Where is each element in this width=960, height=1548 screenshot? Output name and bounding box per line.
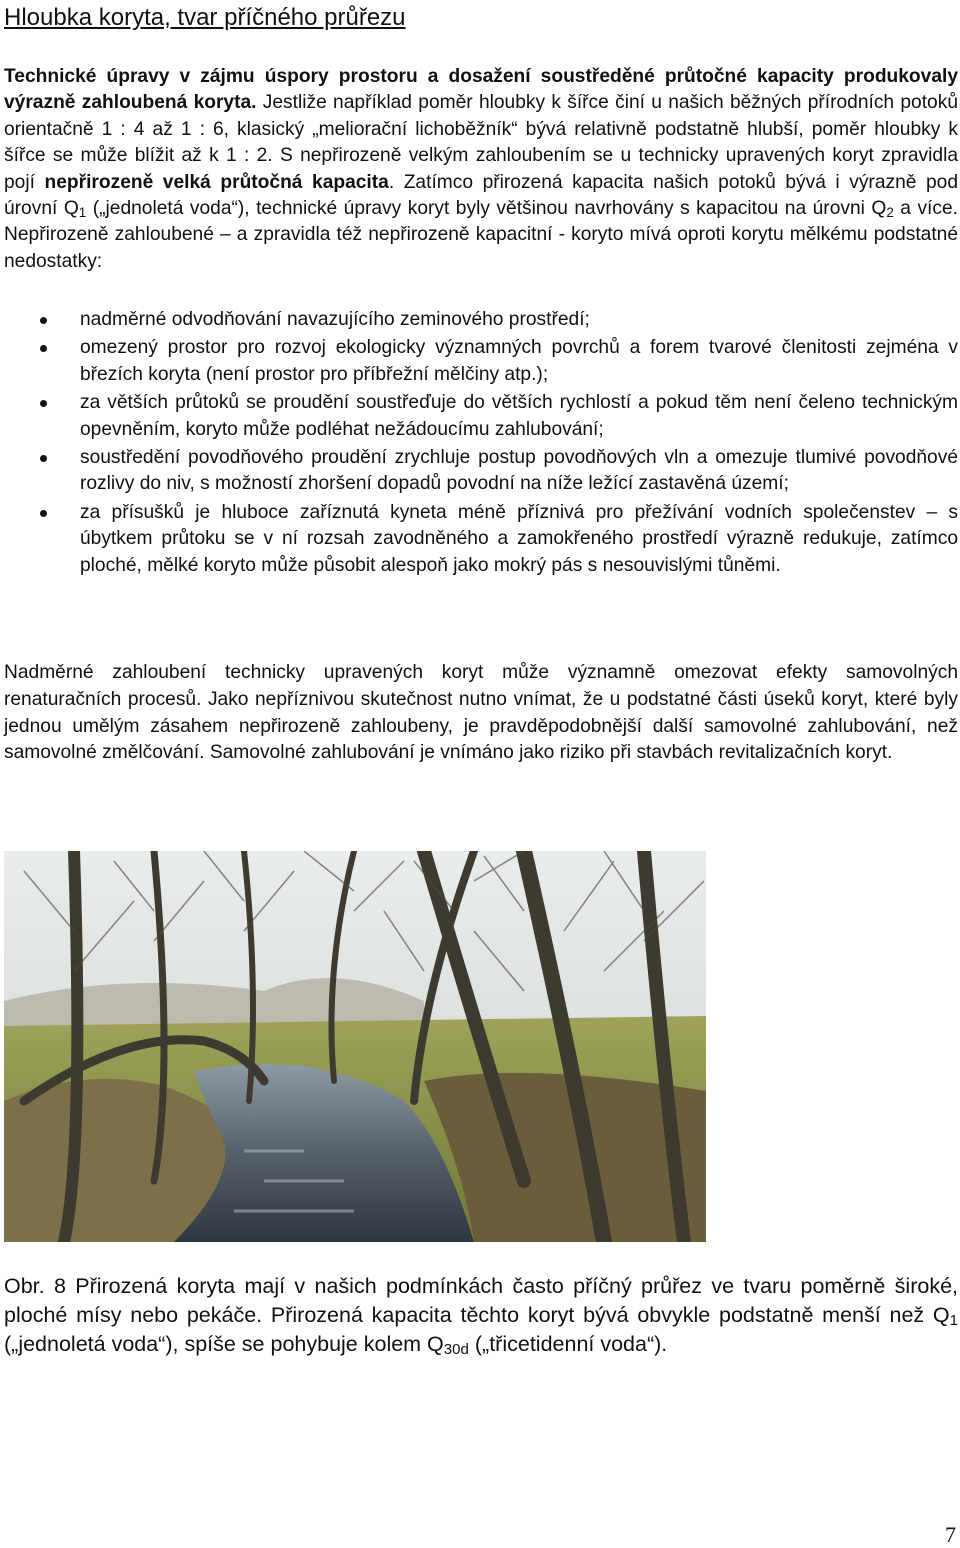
intro-bold: Technické úpravy v zájmu úspory prostoru a dosažení soustředěné průtočné kapacity produkovaly výrazně zahloubená koryta.	[4, 66, 958, 114]
caption-text-c: („třicetidenní voda“).	[468, 1332, 668, 1356]
intro-paragraph	[4, 64, 958, 275]
list-item: za přísušků je hluboce zaříznutá kyneta méně příznivá pro přežívání vodních společenstev – s úbytkem průtoku se v ní rozsah zavodněného a zamokřeného prostředí výrazně redukuje, zatímco ploché, mělké koryto může působit alespoň jako mokrý pás s nesouvislými tůněmi.	[4, 500, 958, 579]
bullet-icon	[40, 510, 47, 517]
list-item: soustředění povodňového proudění zrychluje postup povodňových vln a omezuje tlumivé povodňové rozlivy do niv, s možností zhoršení dopadů povodní na níže ležící zastavěná území;	[4, 445, 958, 498]
list-item: za větších průtoků se proudění soustřeďuje do větších rychlostí a pokud těm není čeleno technickým opevněním, koryto může podléhat nežádoucímu zahlubování;	[4, 390, 958, 443]
bullet-icon	[40, 345, 47, 352]
drawbacks-list	[4, 307, 958, 581]
bullet-icon	[40, 317, 47, 324]
page-title: Hloubka koryta, tvar příčného průřezu	[4, 4, 406, 31]
bullet-icon	[40, 400, 47, 407]
intro-text-b: . Zatímco přirozená kapacita našich potoků bývá i výrazně pod úrovní Q	[4, 171, 958, 220]
intro-text-d: a více. Nepřirozeně zahloubené – a zpravidla též nepřirozeně kapacitní - koryto mívá oproti korytu mělkému podstatné nedostatky:	[4, 198, 958, 272]
list-item: nadměrné odvodňování navazujícího zeminového prostředí;	[4, 307, 958, 333]
caption-sub-2: 30d	[443, 1341, 469, 1358]
list-item: omezený prostor pro rozvoj ekologicky významných povrchů a forem tvarové členitosti zejména v březích koryta (není prostor pro příbřežní mělčiny atp.);	[4, 335, 958, 388]
intro-bold-capacity: nepřirozeně velká průtočná kapacita	[44, 171, 389, 193]
second-paragraph: Nadměrné zahloubení technicky upravených koryt může významně omezovat efekty samovolných renaturačních procesů. Jako nepříznivou skutečnost nutno vnímat, že u podstatné části úseků koryt, které byly jednou umělým zásahem nepřirozeně zahloubeny, je pravděpodobnější další samovolné zahlubování, než samovolné změlčování. Samovolné zahlubování je vnímáno jako riziko při stavbách revitalizačních koryt.	[4, 662, 958, 764]
page-number: 7	[945, 1522, 956, 1547]
caption-text-b: („jednoletá voda“), spíše se pohybuje kolem Q	[4, 1332, 444, 1356]
bullet-icon	[40, 455, 47, 462]
caption-text-a: Obr. 8 Přirozená koryta mají v našich podmínkách často příčný průřez ve tvaru poměrně široké, ploché mísy nebo pekáče. Přirozená kapacita těchto koryt bývá obvykle podstatně menší než Q	[4, 1274, 958, 1327]
intro-text-a: Jestliže například poměr hloubky k šířce činí u našich běžných přírodních potoků orientačně 1 : 4 až 1 : 6, klasický „meliorační lichoběžník“ bývá relativně podstatně hlubší, poměr hloubky k šířce se může blížit až k 1 : 2. S nepřirozeně velkým zahloubením se u technicky upravených koryt zpravidla pojí	[4, 92, 958, 193]
figure-caption	[4, 1272, 958, 1359]
intro-sub-2: 2	[886, 205, 894, 221]
caption-sub-1: 1	[949, 1312, 958, 1329]
stream-photo	[4, 851, 706, 1242]
intro-sub-1: 1	[78, 205, 87, 221]
intro-text-c: („jednoletá voda“), technické úpravy koryt byly většinou navrhovány s kapacitou na úrovni Q	[86, 198, 887, 220]
